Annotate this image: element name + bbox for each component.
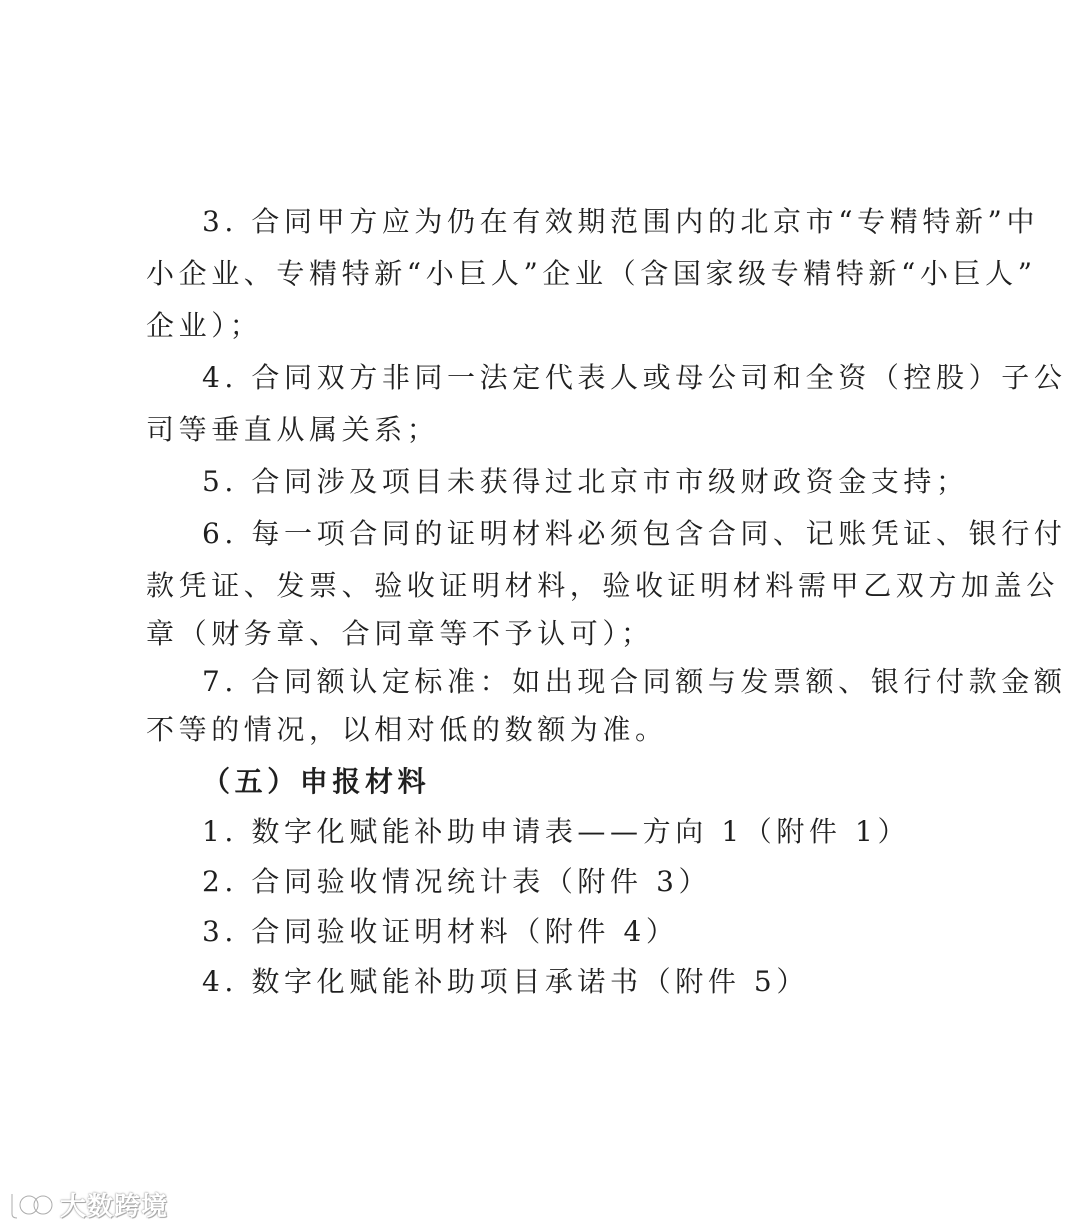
clause-3-line-3: 企业）； bbox=[146, 309, 263, 342]
clause-3-line-1: 3. 合同甲方应为仍在有效期范围内的北京市“专精特新”中 bbox=[202, 205, 1040, 238]
clause-7-line-2: 不等的情况，以相对低的数额为准。 bbox=[146, 713, 668, 746]
section-heading: （五）申报材料 bbox=[202, 765, 431, 798]
brand-logo-icon bbox=[8, 1191, 54, 1219]
watermark bbox=[8, 1186, 168, 1223]
clause-7-line-1: 7. 合同额认定标准：如出现合同额与发票额、银行付款金额 bbox=[202, 665, 1067, 698]
clause-6-line-1: 6. 每一项合同的证明材料必须包含合同、记账凭证、银行付 bbox=[202, 517, 1067, 550]
material-item-4: 4. 数字化赋能补助项目承诺书（附件 5） bbox=[202, 965, 809, 998]
clause-5-line-1: 5. 合同涉及项目未获得过北京市市级财政资金支持； bbox=[202, 465, 969, 498]
watermark-text: 大数跨境 bbox=[60, 1192, 169, 1222]
material-item-3: 3. 合同验收证明材料（附件 4） bbox=[202, 915, 679, 948]
clause-4-line-1: 4. 合同双方非同一法定代表人或母公司和全资（控股）子公 bbox=[202, 361, 1067, 394]
material-item-1: 1. 数字化赋能补助申请表——方向 1（附件 1） bbox=[202, 815, 911, 848]
material-item-2: 2. 合同验收情况统计表（附件 3） bbox=[202, 865, 712, 898]
clause-6-line-2: 款凭证、发票、验收证明材料，验收证明材料需甲乙双方加盖公 bbox=[146, 569, 1059, 602]
clause-6-line-3: 章（财务章、合同章等不予认可）； bbox=[146, 617, 654, 650]
clause-3-line-2: 小企业、专精特新“小巨人”企业（含国家级专精特新“小巨人” bbox=[146, 257, 1037, 290]
clause-4-line-2: 司等垂直从属关系； bbox=[146, 413, 440, 446]
